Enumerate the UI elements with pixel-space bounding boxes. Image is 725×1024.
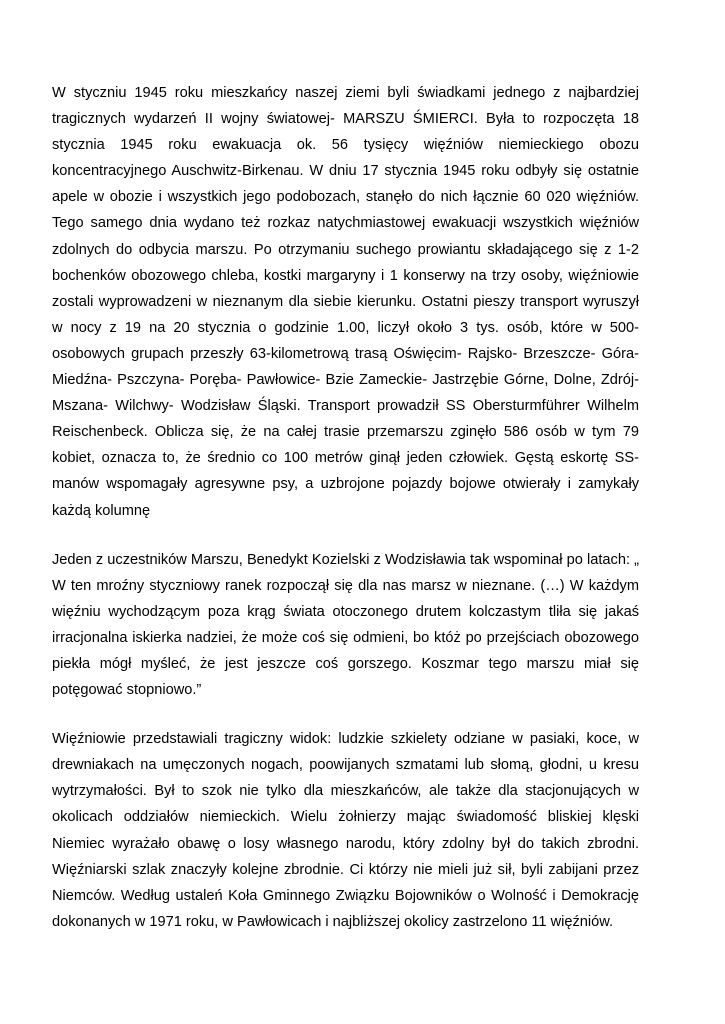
- paragraph-witness-quote: Jeden z uczestników Marszu, Benedykt Kozielski z Wodzisławia tak wspominał po latach: „ W ten mroźny styczniowy ranek rozpoczął się dla nas marsz w nieznane. (…) W każdym więźniu wychodzącym poza krąg świata otoczonego drutem kolczastym tliła się jakaś irracjonalna iskierka nadziei, że może coś się odmieni, bo któż po przejściach obozowego piekła mógł myśleć, że jest jeszcze coś gorszego. Koszmar tego marszu miał się potęgować stopniowo.”: [52, 551, 639, 699]
- document-page: [52, 80, 639, 958]
- paragraph-prisoners-description: Więźniowie przedstawiali tragiczny widok: ludzkie szkielety odziane w pasiaki, koce, w drewniakach na umęczonych nogach, poowijanych szmatami lub słomą, głodni, u kresu wytrzymałości. Był to szok nie tylko dla mieszkańców, ale także dla stacjonujących w okolicach oddziałów niemieckich. Wielu żołnierzy mając świadomość bliskiej klęski Niemiec wyrażało obawę o losy własnego narodu, który zdolny był do takich zbrodni. Więźniarski szlak znaczyły kolejne zbrodnie. Ci którzy nie mieli już sił, byli zabijani przez Niemców. Według ustaleń Koła Gminnego Związku Bojowników o Wolność i Demokrację dokonanych w 1971 roku, w Pawłowicach i najbliższej okolicy zastrzelono 11 więźniów.: [52, 731, 639, 930]
- paragraph-death-march-intro: W styczniu 1945 roku mieszkańcy naszej ziemi byli świadkami jednego z najbardziej tragicznych wydarzeń II wojny światowej- MARSZU ŚMIERCI. Była to rozpoczęta 18 stycznia 1945 roku ewakuacja ok. 56 tysięcy więźniów niemieckiego obozu koncentracyjnego Auschwitz-Birkenau. W dniu 17 stycznia 1945 roku odbyły się ostatnie apele w obozie i wszystkich jego podobozach, stanęło do nich łącznie 60 020 więźniów. Tego samego dnia wydano też rozkaz natychmiastowej ewakuacji wszystkich więźniów zdolnych do odbycia marszu. Po otrzymaniu suchego prowiantu składającego się z 1-2 bochenków obozowego chleba, kostki margaryny i 1 konserwy na trzy osoby, więźniowie zostali wyprowadzeni w nieznanym dla siebie kierunku. Ostatni pieszy transport wyruszył w nocy z 19 na 20 stycznia o godzinie 1.00, liczył około 3 tys. osób, które w 500-osobowych grupach przeszły 63-kilometrową trasą Oświęcim- Rajsko- Brzeszcze- Góra- Miedźna- Pszczyna- Poręba- Pawłowice- Bzie Zameckie- Jastrzębie Górne, Dolne, Zdrój- Mszana- Wilchwy- Wodzisław Śląski. Transport prowadził SS Obersturmführer Wilhelm Reischenbeck. Oblicza się, że na całej trasie przemarszu zginęło 586 osób w tym 79 kobiet, oznacza to, że średnio co 100 metrów ginął jeden człowiek. Gęstą eskortę SS-manów wspomagały agresywne psy, a uzbrojone pojazdy bojowe otwierały i zamykały każdą kolumnę: [52, 85, 639, 519]
